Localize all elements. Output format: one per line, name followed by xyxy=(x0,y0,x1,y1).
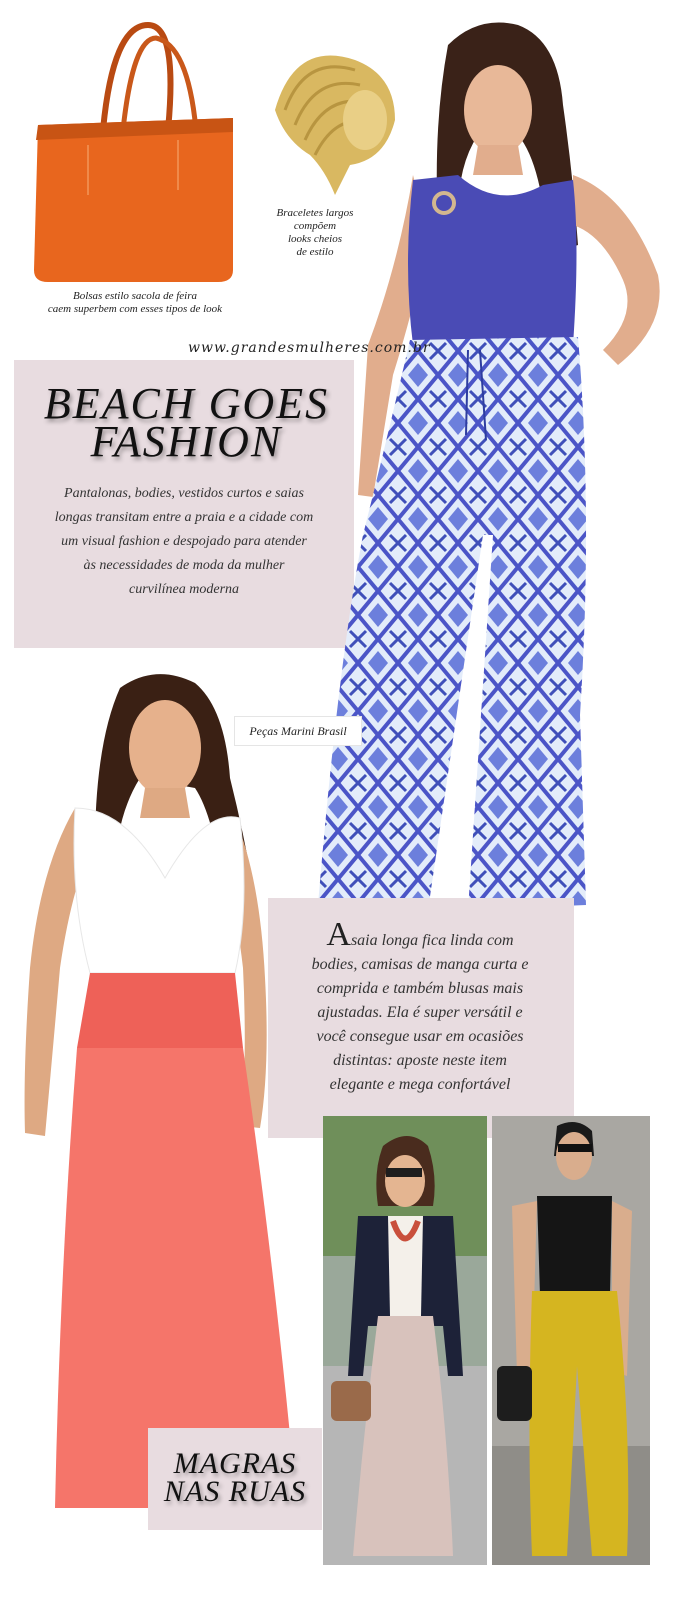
street-style-title xyxy=(148,1447,322,1508)
beach-fashion-body-line: Pantalonas, bodies, vestidos curtos e saias xyxy=(64,486,304,501)
street-style-title-line1: MAGRAS xyxy=(173,1447,297,1480)
brand-caption: Peças Marini Brasil xyxy=(234,716,362,746)
beach-fashion-body-line: curvilínea moderna xyxy=(128,582,240,597)
maxi-skirt-body-line: comprida e também blusas mais xyxy=(316,980,524,997)
beach-fashion-title-line2: FASHION xyxy=(90,417,283,466)
beach-fashion-body-line: um visual fashion e despojado para atender xyxy=(61,534,307,549)
bracelet-caption-line4: de estilo xyxy=(296,246,334,258)
bag-caption-line2: caem superbem com esses tipos de look xyxy=(47,303,223,315)
model-blue-pants-image xyxy=(318,15,678,915)
street-style-photo-1 xyxy=(323,1116,487,1565)
bag-caption xyxy=(20,290,250,316)
beach-fashion-body-line: longas transitam entre a praia e a cidade com xyxy=(54,510,314,525)
tote-bag-image xyxy=(28,20,238,285)
maxi-skirt-body-line: elegante e mega confortável xyxy=(329,1076,511,1093)
beach-fashion-body-line: às necessidades de moda da mulher xyxy=(83,558,285,573)
beach-fashion-title xyxy=(14,379,359,466)
maxi-skirt-first-line-text: saia longa fica linda com xyxy=(350,932,514,949)
maxi-skirt-body-line: você consegue usar em ocasiões xyxy=(316,1028,524,1045)
bag-caption-line1: Bolsas estilo sacola de feira xyxy=(72,290,198,302)
street-style-photo-2 xyxy=(492,1116,650,1565)
maxi-skirt-body-line: distintas: aposte neste item xyxy=(333,1052,507,1069)
model-coral-skirt-image xyxy=(15,668,320,1528)
maxi-skirt-body-line: bodies, camisas de manga curta e xyxy=(311,956,529,973)
bracelet-caption-line1: Braceletes largos xyxy=(276,207,354,219)
beach-fashion-body xyxy=(24,482,344,602)
beach-fashion-title-line1: BEACH GOES xyxy=(43,379,330,428)
bracelet-caption-line3: looks cheios xyxy=(287,233,343,245)
website-url[interactable]: www.grandesmulheres.com.br xyxy=(188,340,431,356)
maxi-skirt-body xyxy=(270,916,570,1097)
maxi-skirt-first-line xyxy=(270,916,570,953)
bracelet-caption-line2: compõem xyxy=(293,220,337,232)
maxi-skirt-body-line: ajustadas. Ela é super versátil e xyxy=(317,1004,523,1021)
street-style-title-line2: NAS RUAS xyxy=(163,1475,307,1508)
drop-cap: A xyxy=(326,916,351,953)
